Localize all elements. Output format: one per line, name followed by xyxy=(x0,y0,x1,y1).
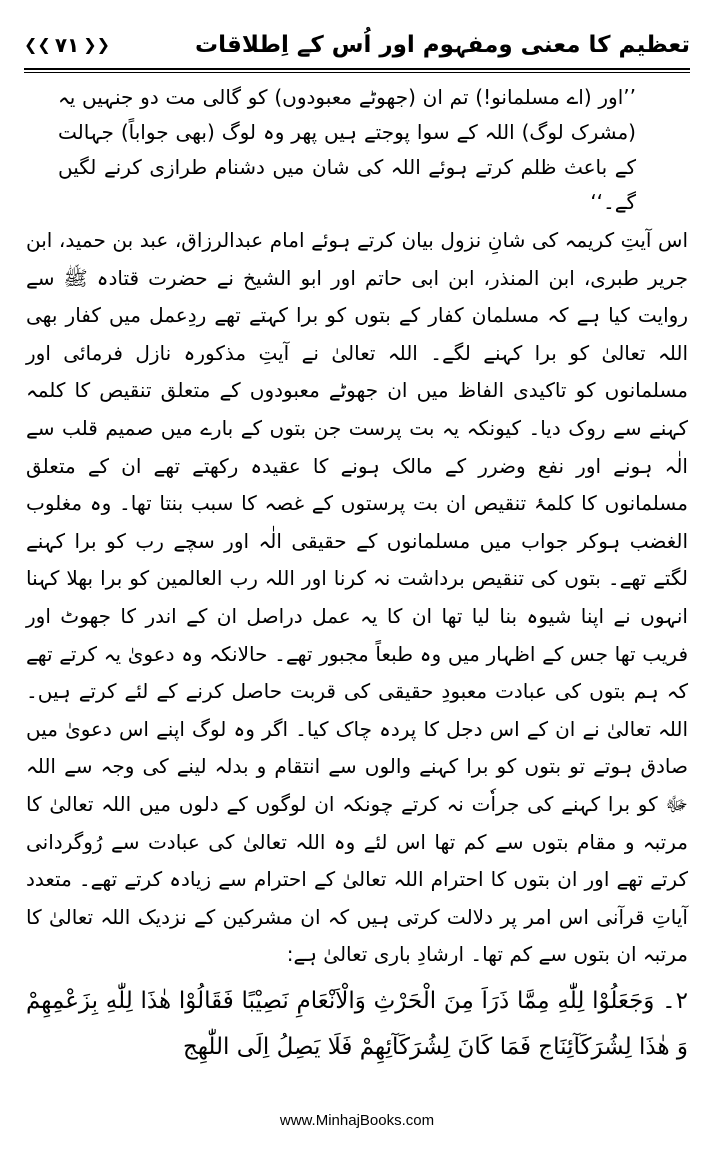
quran-verse xyxy=(26,978,688,1070)
footer-website: www.MinhajBooks.com xyxy=(279,1112,435,1129)
page-number-box xyxy=(24,33,110,57)
chapter-title: تعظیم کا معنی ومفہوم اور اُس کے اِطلاقات xyxy=(195,32,690,58)
page-header xyxy=(24,22,690,68)
header-divider-thin xyxy=(24,72,690,73)
page-number: ۷۱ xyxy=(54,33,80,57)
body-paragraph: اس آیتِ کریمہ کی شانِ نزول بیان کرتے ہوئے امام عبدالرزاق، عبد بن حمید، ابن جریر طبری، ابن المنذر، ابن ابی حاتم اور ابو الشیخ نے حضرت قتادہ ﷺ سے روایت کیا ہے کہ مسلمان کفار کے بتوں کو برا کہتے تھے ردِعمل میں کفار بھی اللہ تعالیٰ کو برا کہنے لگے۔ اللہ تعالیٰ نے آیتِ مذکورہ نازل فرمائی اور مسلمانوں کو تاکیدی الفاظ میں ان جھوٹے معبودوں کے متعلق تنقیص کا کلمہ کہنے سے روک دیا۔ کیونکہ یہ بت پرست جن بتوں کے بارے میں صمیم قلب سے الٰہ ہونے اور نفع وضرر کے مالک ہونے کا عقیدہ رکھتے تھے ان کے متعلق مسلمانوں کا کلمۂ تنقیص ان بت پرستوں کے غصہ کا سبب بنتا تھا۔ وہ مغلوب الغضب ہوکر جواب میں مسلمانوں کے حقیقی الٰہ اور سچے رب کو برا کہنے لگتے تھے۔ بتوں کی تنقیص برداشت نہ کرنا اور اللہ رب العالمین کو برا بھلا کہنا انہوں نے اپنا شیوہ بنا لیا تھا ان کا یہ عمل دراصل ان کے اندر کا جھوٹ اور فریب تھا جس کے اظہار میں وہ طبعاً مجبور تھے۔ حالانکہ وہ دعویٰ یہ کرتے تھے کہ ہم بتوں کی عبادت معبودِ حقیقی کی قربت حاصل کرنے کے لئے کرتے ہیں۔ اللہ تعالیٰ نے ان کے اس دجل کا پردہ چاک کیا۔ اگر وہ لوگ اپنے اس دعویٰ میں صادق ہوتے تو بتوں کو برا کہنے والوں سے انتقام و بدلہ لینے کی وجہ سے اللہ ﷻ کو برا کہنے کی جراٗت نہ کرتے چونکہ ان لوگوں کے دلوں میں اللہ تعالیٰ کا مرتبہ و مقام بتوں سے کم تھا اس لئے وہ اللہ تعالیٰ کی عبادت سے رُوگردانی کرتے تھے اور ان بتوں کا احترام اللہ تعالیٰ کے احترام سے زیادہ کرتے تھے۔ متعدد آیاتِ قرآنی اس امر پر دلالت کرتی ہیں کہ ان مشرکین کے نزدیک اللہ تعالیٰ کا مرتبہ ان بتوں سے کم تھا۔ ارشادِ باری تعالیٰ ہے: xyxy=(26,228,688,967)
verse-text: وَجَعَلُوْا لِلّٰهِ مِمَّا ذَرَاَ مِنَ الْحَرْثِ وَالْاَنْعَامِ نَصِيْبًا فَقَالُوْا هٰذَا لِلّٰهِ بِزَعْمِهِمْ وَ هٰذَا لِشُرَكَآئِنَاج فَمَا كَانَ لِشُرَكَآئِهِمْ فَلَا يَصِلُ اِلَى اللّٰهِج xyxy=(26,988,688,1060)
translation-quote: ’’اور (اے مسلمانو!) تم ان (جھوٹے معبودوں) کو گالی مت دو جنہیں یہ (مشرک لوگ) اللہ کے سوا پوجتے ہیں پھر وہ لوگ (بھی جواباً) جہالت کے باعث ظلم کرتے ہوئے اللہ کی شان میں دشنام طرازی کرنے لگیں گے۔‘‘ xyxy=(58,85,636,214)
verse-number: ۲۔ xyxy=(662,988,689,1014)
ornament-left-icon: ❮❮ xyxy=(24,35,51,54)
header-divider xyxy=(24,68,690,70)
ornament-right-icon: ❯❯ xyxy=(83,35,111,54)
